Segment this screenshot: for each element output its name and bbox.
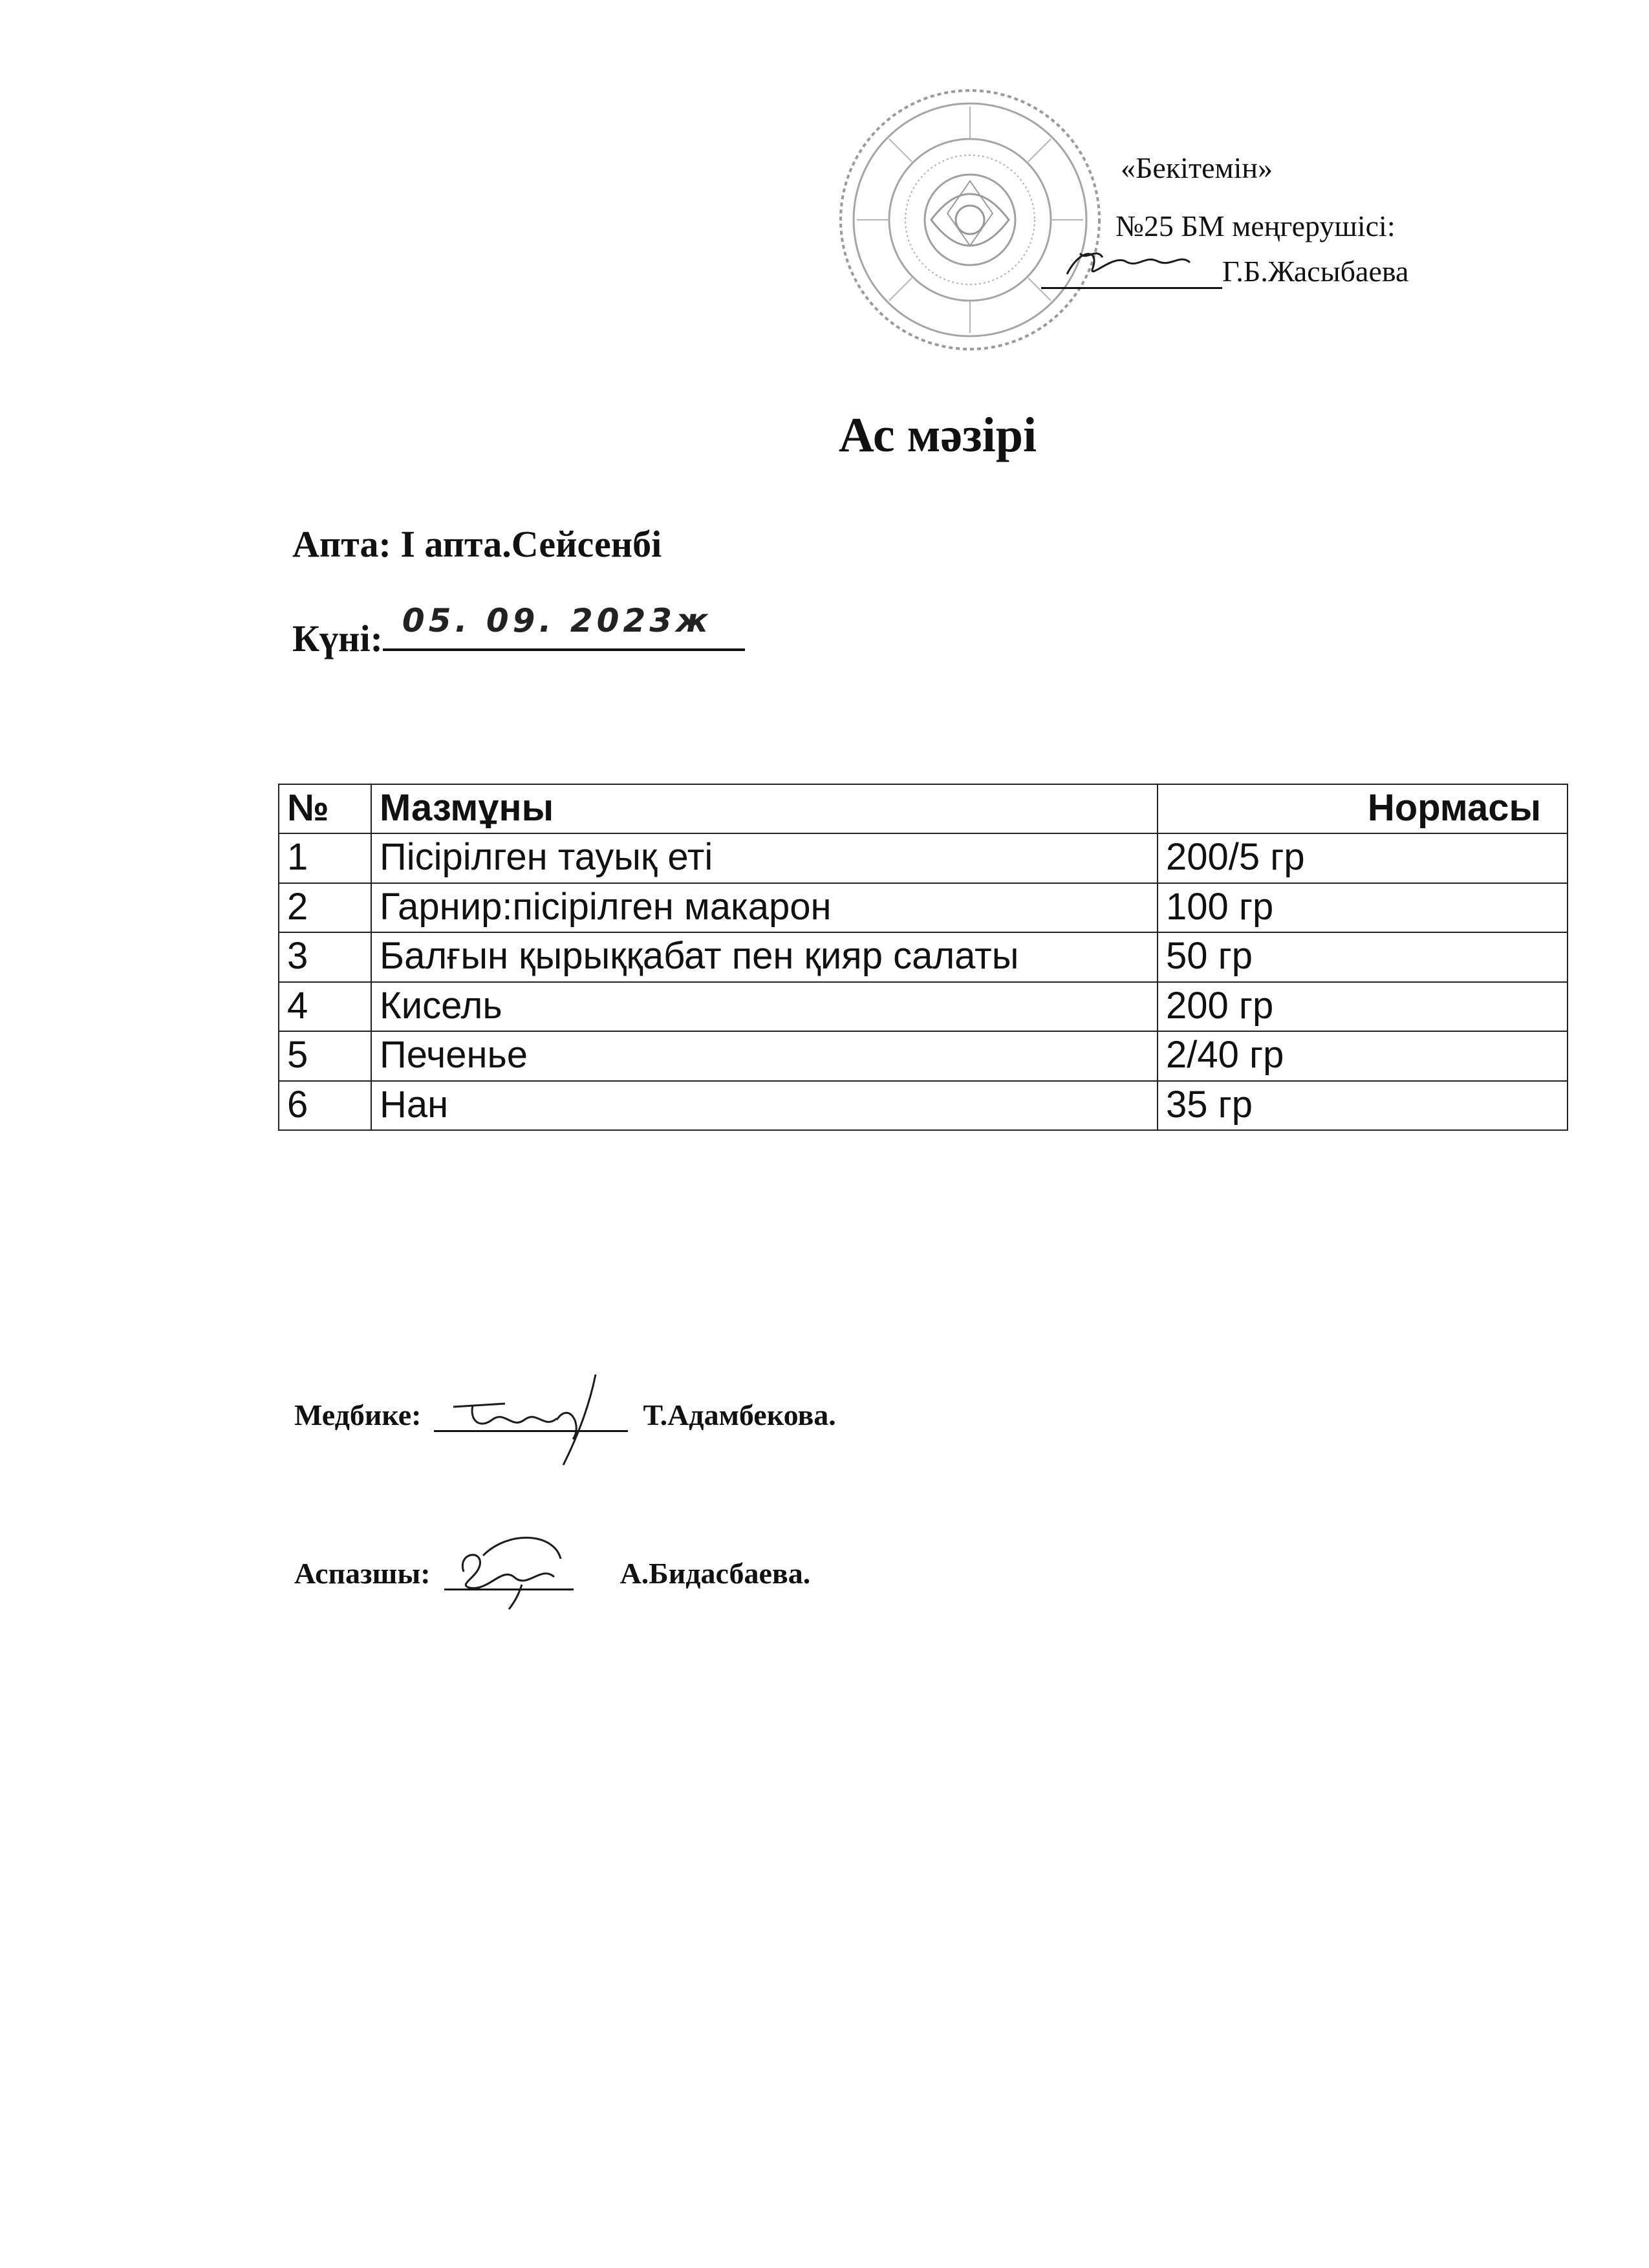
table-row: [279, 1081, 1568, 1130]
row-num: 3: [279, 932, 371, 981]
row-num: 2: [279, 883, 371, 932]
date-field: [383, 602, 745, 651]
approval-signature-line: [1041, 251, 1408, 289]
row-content: Печенье: [371, 1031, 1158, 1080]
row-norm: 50 гр: [1158, 932, 1568, 981]
header-content: Мазмұны: [371, 784, 1158, 833]
page-title: Ас мәзірі: [838, 408, 1037, 462]
row-content: Балғын қырыққабат пен қияр салаты: [371, 932, 1158, 981]
table-row: [279, 883, 1568, 932]
week-line: Апта: I апта.Сейсенбі: [292, 523, 662, 565]
cook-signature: [444, 1559, 574, 1590]
approval-name: Г.Б.Жасыбаева: [1222, 254, 1409, 288]
row-norm: 35 гр: [1158, 1081, 1568, 1130]
table-row: [279, 982, 1568, 1031]
menu-table: [278, 784, 1568, 1131]
row-num: 1: [279, 833, 371, 883]
table-row: [279, 932, 1568, 981]
cook-label: Аспазшы:: [294, 1557, 431, 1590]
row-norm: 2/40 гр: [1158, 1031, 1568, 1080]
date-label: Күні:: [292, 617, 383, 659]
table-header-row: [279, 784, 1568, 833]
approval-label: «Бекітемін»: [1121, 151, 1273, 184]
row-norm: 100 гр: [1158, 883, 1568, 932]
header-num: №: [279, 784, 371, 833]
table-row: [279, 833, 1568, 883]
row-norm: 200/5 гр: [1158, 833, 1568, 883]
row-content: Кисель: [371, 982, 1158, 1031]
nurse-name: Т.Адамбекова.: [643, 1398, 836, 1431]
row-content: Гарнир:пісірілген макарон: [371, 883, 1158, 932]
row-num: 4: [279, 982, 371, 1031]
header-norm: Нормасы: [1158, 784, 1568, 833]
row-content: Нан: [371, 1081, 1158, 1130]
row-num: 5: [279, 1031, 371, 1080]
approval-position: №25 БМ меңгерушісі:: [1116, 209, 1396, 242]
date-line: [292, 602, 745, 660]
row-num: 6: [279, 1081, 371, 1130]
nurse-label: Медбике:: [294, 1398, 422, 1431]
cook-signature-row: [294, 1556, 810, 1590]
nurse-signature: [434, 1400, 628, 1432]
nurse-signature-row: [294, 1398, 836, 1432]
date-handwritten: 05. 09. 2023ж: [402, 602, 712, 639]
table-row: [279, 1031, 1568, 1080]
official-stamp: [834, 84, 1106, 356]
row-norm: 200 гр: [1158, 982, 1568, 1031]
head-signature: [1041, 251, 1222, 289]
row-content: Пісірілген тауық еті: [371, 833, 1158, 883]
cook-name: А.Бидасбаева.: [620, 1557, 811, 1590]
